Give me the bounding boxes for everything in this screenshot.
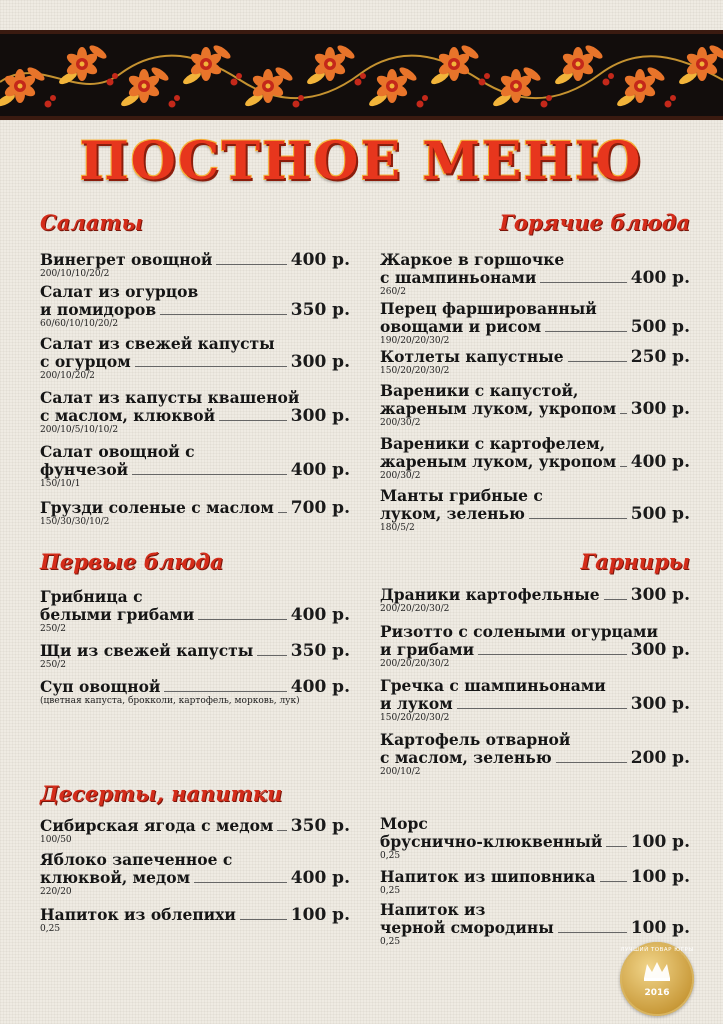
- item-weight: 150/30/30/10/2: [40, 517, 110, 527]
- item-price: 400 р.: [290, 460, 350, 480]
- item-name: овощами и рисом: [380, 317, 542, 336]
- menu-item: [40, 906, 350, 935]
- flower-ornament-icon: [0, 34, 723, 116]
- item-name: и луком: [380, 694, 453, 713]
- menu-item: [380, 348, 690, 377]
- item-price-row: [40, 642, 350, 660]
- item-name: Салат овощной с: [40, 442, 195, 461]
- menu-item: [40, 851, 350, 898]
- item-price: 100 р.: [290, 905, 350, 925]
- item-weight: 0,25: [380, 886, 401, 896]
- leader-line: [568, 361, 627, 362]
- item-price: 100 р.: [630, 918, 690, 938]
- item-weight: 100/50: [40, 835, 72, 845]
- item-price: 300 р.: [630, 399, 690, 419]
- menu-item: [380, 300, 690, 347]
- item-price: 250 р.: [630, 347, 690, 367]
- menu-item: [380, 623, 690, 670]
- item-name: с маслом, зеленью: [380, 748, 552, 767]
- item-price-row: [380, 269, 690, 287]
- item-price: 500 р.: [630, 504, 690, 524]
- item-price-row: [40, 606, 350, 624]
- item-price-row: [380, 833, 690, 851]
- menu-item: [40, 642, 350, 671]
- leader-line: [606, 846, 626, 847]
- item-name: Салат из свежей капусты: [40, 334, 275, 353]
- hot-dishes-heading: Горячие блюда: [499, 210, 690, 235]
- item-price-row: [40, 461, 350, 479]
- item-name: Ризотто с солеными огурцами: [380, 622, 659, 641]
- folk-ornament-border: [0, 30, 723, 120]
- menu-item: [40, 443, 350, 490]
- item-name: Котлеты капустные: [380, 347, 564, 366]
- item-weight: 0,25: [380, 937, 401, 947]
- item-price: 300 р.: [290, 406, 350, 426]
- item-name: Грибница с: [40, 587, 143, 606]
- item-price: 350 р.: [290, 641, 350, 661]
- item-name: Сибирская ягода с медом: [40, 816, 274, 835]
- menu-item: [380, 815, 690, 862]
- item-name: Грузди соленые с маслом: [40, 498, 274, 517]
- leader-line: [132, 474, 287, 475]
- item-weight: 200/20/20/30/2: [380, 604, 450, 614]
- item-weight: 200/10/20/2: [40, 371, 95, 381]
- item-price: 400 р.: [290, 605, 350, 625]
- leader-line: [160, 314, 287, 315]
- item-name: с огурцом: [40, 352, 131, 371]
- item-price: 400 р.: [290, 677, 350, 697]
- leader-line: [620, 466, 627, 467]
- leader-line: [558, 932, 627, 933]
- leader-line: [600, 881, 627, 882]
- item-weight: 250/2: [40, 624, 66, 634]
- item-price: 200 р.: [630, 748, 690, 768]
- item-name: Перец фаршированный: [380, 299, 597, 318]
- item-weight: 200/30/2: [380, 471, 421, 481]
- quality-badge: [620, 942, 694, 1016]
- item-name: Картофель отварной: [380, 730, 571, 749]
- menu-item: [40, 389, 350, 436]
- leader-line: [278, 512, 287, 513]
- item-weight: 0,25: [40, 924, 61, 934]
- item-price-row: [380, 868, 690, 886]
- item-name: белыми грибами: [40, 605, 195, 624]
- badge-label: ЛУЧШИЙ ТОВАР ЮГРЫ: [620, 947, 694, 953]
- item-weight: 180/5/2: [380, 523, 415, 533]
- item-price-row: [380, 586, 690, 604]
- item-name: Напиток из облепихи: [40, 905, 236, 924]
- item-name: Суп овощной: [40, 677, 161, 696]
- leader-line: [540, 282, 626, 283]
- menu-item: [40, 588, 350, 635]
- page-title: ПОСТНОЕ МЕНЮ: [79, 131, 644, 192]
- item-price-row: [40, 906, 350, 924]
- item-weight: 250/2: [40, 660, 66, 670]
- menu-item: [40, 678, 350, 707]
- item-name: луком, зеленью: [380, 504, 525, 523]
- item-price: 400 р.: [630, 268, 690, 288]
- badge-year: 2016: [644, 988, 670, 998]
- menu-item: [380, 487, 690, 534]
- item-name: Гречка с шампиньонами: [380, 676, 606, 695]
- item-name: бруснично-клюквенный: [380, 832, 603, 851]
- item-weight: 260/2: [380, 287, 406, 297]
- salads-heading: Салаты: [40, 210, 143, 235]
- item-price: 700 р.: [290, 498, 350, 518]
- item-price: 100 р.: [630, 867, 690, 887]
- menu-item: [40, 499, 350, 528]
- item-name: Напиток из шиповника: [380, 867, 596, 886]
- item-weight: 200/30/2: [380, 418, 421, 428]
- item-name: Винегрет овощной: [40, 250, 213, 269]
- item-price: 300 р.: [630, 640, 690, 660]
- item-price-row: [380, 453, 690, 471]
- item-price: 400 р.: [290, 868, 350, 888]
- menu-item: [380, 251, 690, 298]
- item-price-row: [380, 348, 690, 366]
- leader-line: [194, 882, 287, 883]
- item-price-row: [40, 869, 350, 887]
- item-name: и помидоров: [40, 300, 157, 319]
- item-name: клюквой, медом: [40, 868, 191, 887]
- leader-line: [457, 708, 627, 709]
- item-price-row: [40, 407, 350, 425]
- menu-item: [380, 868, 690, 897]
- menu-item: [380, 901, 690, 948]
- item-name: Вареники с картофелем,: [380, 434, 606, 453]
- item-weight: 200/10/2: [380, 767, 421, 777]
- item-price: 500 р.: [630, 317, 690, 337]
- menu-item: [380, 677, 690, 724]
- leader-line: [198, 619, 287, 620]
- item-weight: 0,25: [380, 851, 401, 861]
- item-price-row: [380, 505, 690, 523]
- item-price: 300 р.: [630, 585, 690, 605]
- leader-line: [556, 762, 627, 763]
- menu-item: [380, 382, 690, 429]
- item-price-row: [40, 353, 350, 371]
- item-name: жареным луком, укропом: [380, 399, 617, 418]
- leader-line: [478, 654, 627, 655]
- item-name: Манты грибные с: [380, 486, 543, 505]
- item-price-row: [40, 499, 350, 517]
- item-name: Морс: [380, 814, 428, 833]
- menu-item: [40, 335, 350, 382]
- item-name: с шампиньонами: [380, 268, 537, 287]
- item-name: Напиток из: [380, 900, 486, 919]
- item-weight: (цветная капуста, брокколи, картофель, морковь, лук): [40, 696, 300, 706]
- menu-item: [380, 586, 690, 615]
- item-price: 400 р.: [630, 452, 690, 472]
- leader-line: [216, 264, 286, 265]
- item-name: Щи из свежей капусты: [40, 641, 254, 660]
- item-name: черной смородины: [380, 918, 554, 937]
- item-price-row: [380, 695, 690, 713]
- garnish-heading: Гарниры: [580, 549, 690, 574]
- item-price-row: [40, 251, 350, 269]
- item-weight: 60/60/10/10/20/2: [40, 319, 119, 329]
- leader-line: [219, 420, 287, 421]
- item-weight: 200/10/5/10/10/2: [40, 425, 119, 435]
- menu-item: [40, 817, 350, 846]
- item-name: и грибами: [380, 640, 475, 659]
- item-name: жареным луком, укропом: [380, 452, 617, 471]
- item-name: Салат из огурцов: [40, 282, 199, 301]
- item-weight: 200/20/20/30/2: [380, 659, 450, 669]
- item-price-row: [380, 318, 690, 336]
- item-price: 400 р.: [290, 250, 350, 270]
- first-courses-heading: Первые блюда: [40, 549, 224, 574]
- crown-icon: [642, 960, 672, 982]
- leader-line: [604, 599, 627, 600]
- leader-line: [164, 691, 286, 692]
- item-price: 100 р.: [630, 832, 690, 852]
- item-price-row: [40, 301, 350, 319]
- item-price: 350 р.: [290, 816, 350, 836]
- leader-line: [545, 331, 627, 332]
- desserts-drinks-heading: Десерты, напитки: [40, 781, 283, 806]
- item-name: Яблоко запеченное с: [40, 850, 233, 869]
- item-price-row: [380, 641, 690, 659]
- menu-item: [380, 731, 690, 778]
- leader-line: [620, 413, 627, 414]
- leader-line: [277, 830, 286, 831]
- item-name: Вареники с капустой,: [380, 381, 579, 400]
- item-price-row: [380, 400, 690, 418]
- item-price-row: [380, 919, 690, 937]
- item-price-row: [40, 817, 350, 835]
- item-weight: 150/20/20/30/2: [380, 366, 450, 376]
- leader-line: [529, 518, 627, 519]
- item-name: Драники картофельные: [380, 585, 600, 604]
- leader-line: [240, 919, 287, 920]
- item-price-row: [40, 678, 350, 696]
- menu-item: [380, 435, 690, 482]
- item-name: с маслом, клюквой: [40, 406, 216, 425]
- item-weight: 150/10/1: [40, 479, 81, 489]
- item-name: Жаркое в горшочке: [380, 250, 565, 269]
- menu-item: [40, 251, 350, 280]
- item-price: 300 р.: [290, 352, 350, 372]
- item-weight: 220/20: [40, 887, 72, 897]
- item-name: фунчезой: [40, 460, 129, 479]
- leader-line: [257, 655, 287, 656]
- item-weight: 150/20/20/30/2: [380, 713, 450, 723]
- item-name: Салат из капусты квашеной: [40, 388, 300, 407]
- item-price-row: [380, 749, 690, 767]
- item-price: 350 р.: [290, 300, 350, 320]
- item-weight: 200/10/10/20/2: [40, 269, 110, 279]
- item-price: 300 р.: [630, 694, 690, 714]
- item-weight: 190/20/20/30/2: [380, 336, 450, 346]
- leader-line: [135, 366, 287, 367]
- menu-item: [40, 283, 350, 330]
